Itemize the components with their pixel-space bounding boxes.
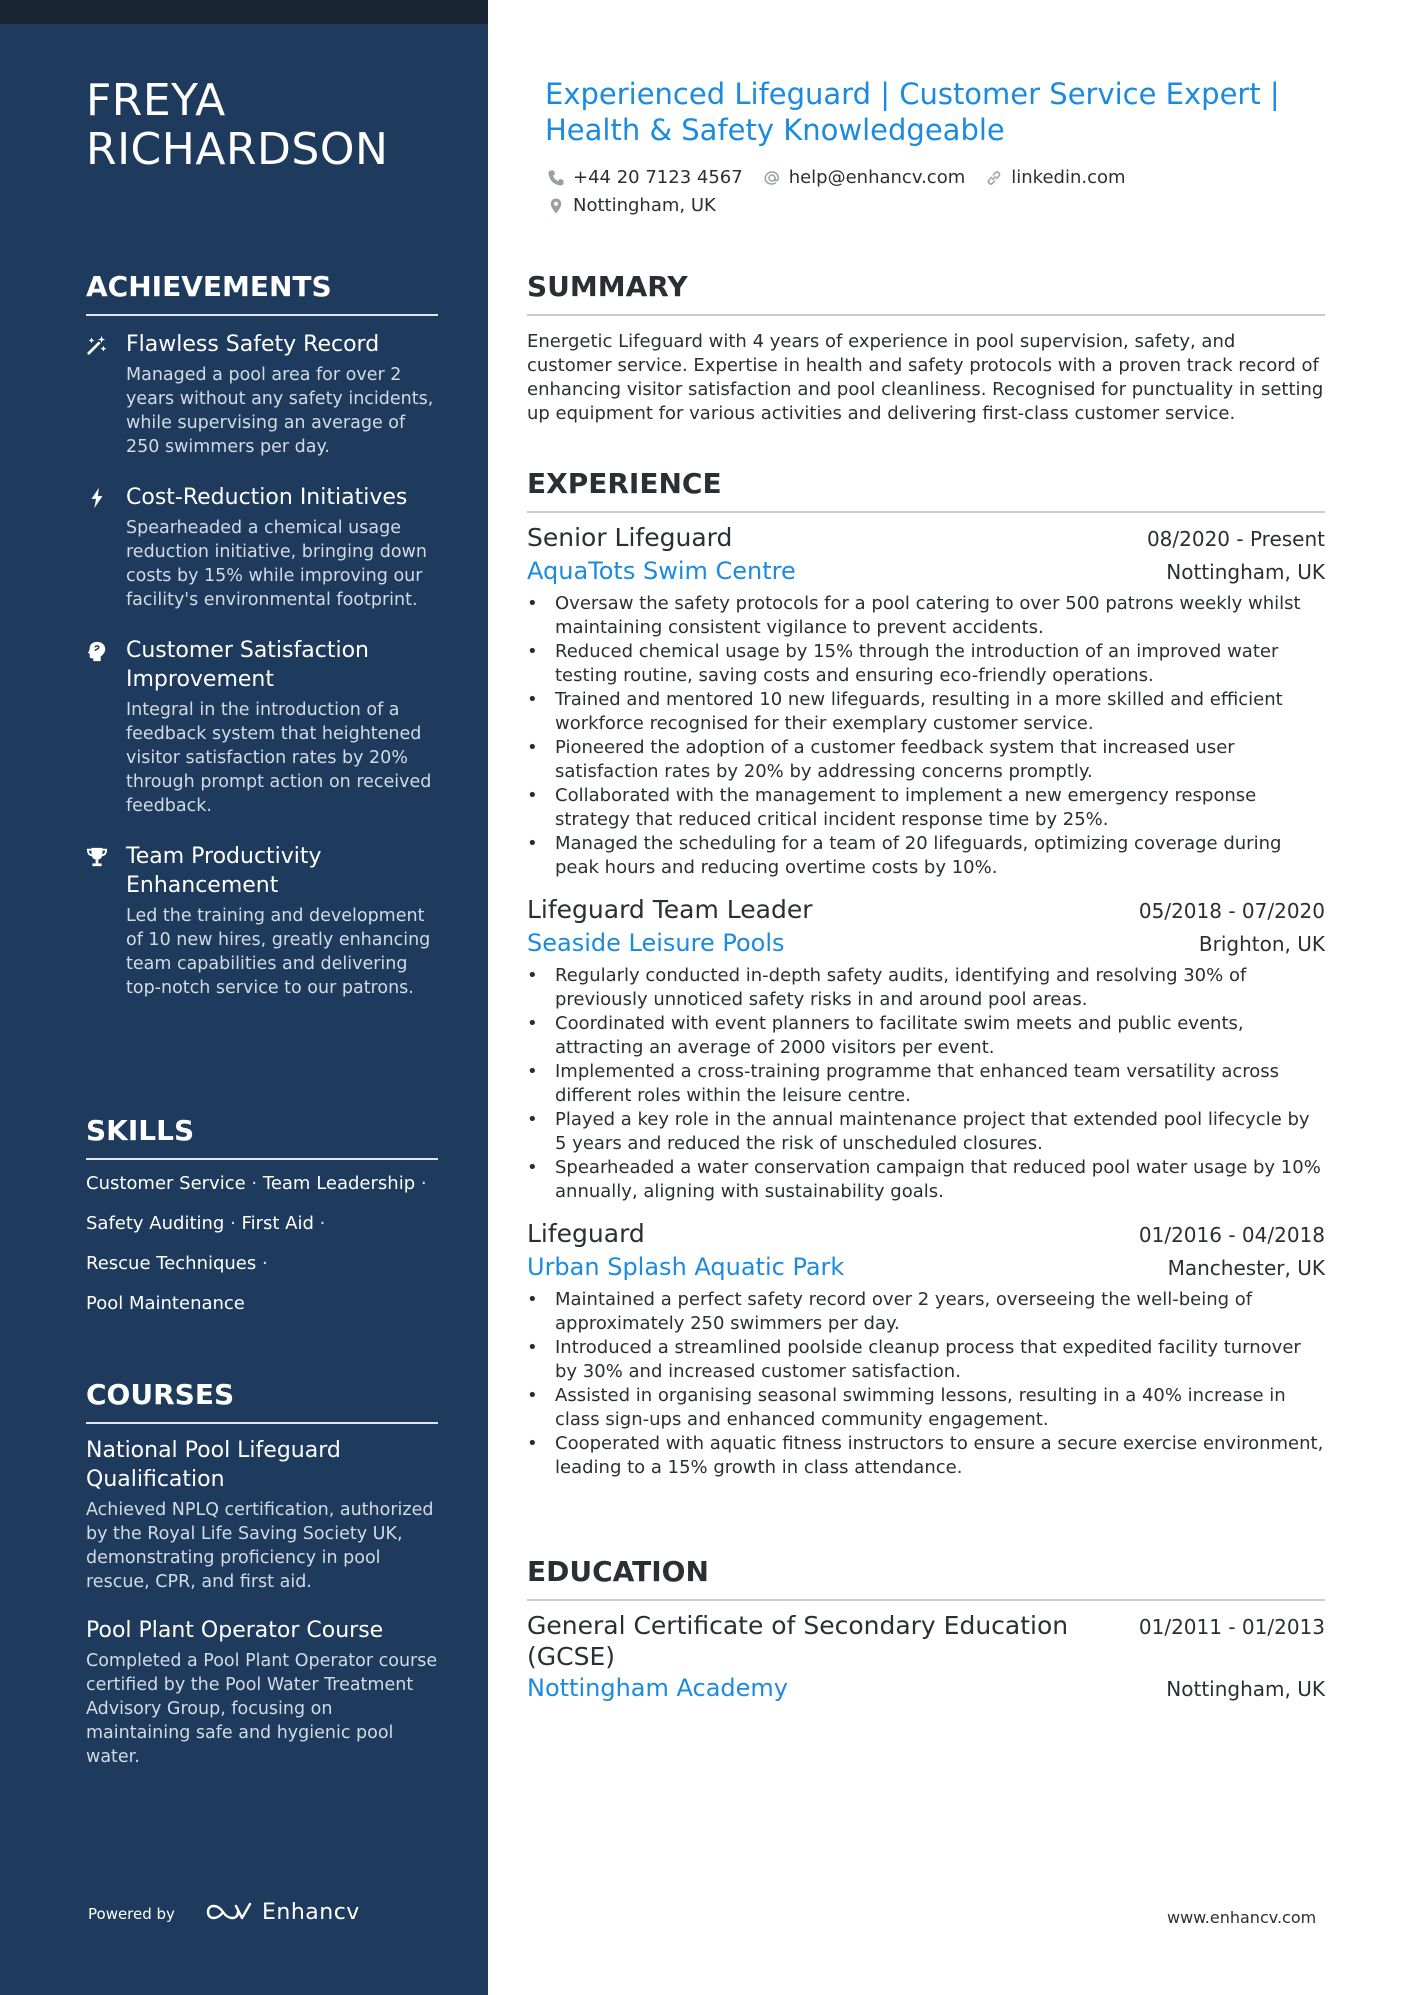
job-location: Manchester, UK bbox=[1167, 1256, 1325, 1280]
phone-icon bbox=[547, 169, 565, 187]
skill-tag: Safety Auditing bbox=[86, 1213, 225, 1234]
achievement-item bbox=[86, 483, 438, 612]
job-subheader bbox=[527, 1251, 1325, 1284]
achievement-description: Integral in the introduction of a feedback system that heightened visitor satisfaction rates by 20% through prompt action on received feedback. bbox=[126, 700, 432, 816]
achievement-title: Customer Satisfaction Improvement bbox=[126, 638, 369, 692]
experience-item bbox=[527, 1218, 1325, 1480]
job-header bbox=[527, 1218, 1325, 1251]
achievement-description: Led the training and development of 10 new hires, greatly enhancing team capabilities and delivering top-notch service to our patrons. bbox=[126, 906, 431, 998]
degree-title: General Certificate of Secondary Education (GCSE) bbox=[527, 1611, 1069, 1671]
job-header bbox=[527, 894, 1325, 927]
candidate-name: FREYA RICHARDSON bbox=[86, 75, 389, 175]
summary-heading: SUMMARY bbox=[527, 270, 1325, 316]
contact-linkedin[interactable] bbox=[985, 164, 1125, 192]
achievement-item bbox=[86, 842, 438, 1000]
course-item bbox=[86, 1436, 438, 1594]
achievements-heading: ACHIEVEMENTS bbox=[86, 270, 438, 316]
skills-row bbox=[86, 1252, 446, 1276]
achievements-list bbox=[86, 330, 438, 1024]
skill-tag: Customer Service bbox=[86, 1173, 246, 1194]
job-subheader bbox=[527, 927, 1325, 960]
skill-separator: · bbox=[251, 1173, 258, 1194]
achievement-title: Cost-Reduction Initiatives bbox=[126, 485, 408, 510]
company-name: Urban Splash Aquatic Park bbox=[527, 1253, 845, 1281]
courses-heading: COURSES bbox=[86, 1378, 438, 1424]
job-dates: 01/2016 - 04/2018 bbox=[1138, 1223, 1325, 1247]
bullet-item: • Pioneered the adoption of a customer feedback system that increased user satisfaction rates by 20% by addressing concerns promptly. bbox=[527, 736, 1325, 784]
bullet-item: • Played a key role in the annual maintenance project that extended pool lifecycle by 5 years and reduced the risk of unscheduled closures. bbox=[527, 1108, 1325, 1156]
bullet-item: • Trained and mentored 10 new lifeguards, resulting in a more skilled and efficient workforce recognised for their exemplary customer service. bbox=[527, 688, 1325, 736]
job-title: Senior Lifeguard bbox=[527, 523, 733, 552]
trophy-icon bbox=[86, 846, 108, 868]
location-pin-icon bbox=[547, 197, 565, 215]
achievement-title: Team Productivity Enhancement bbox=[126, 844, 322, 898]
skill-tag: First Aid bbox=[241, 1213, 314, 1234]
bullet-item: • Reduced chemical usage by 15% through the introduction of an improved water testing routine, saving costs and ensuring eco-friendly operations. bbox=[527, 640, 1325, 688]
at-icon bbox=[763, 169, 781, 187]
course-item bbox=[86, 1616, 438, 1769]
job-header bbox=[527, 522, 1325, 555]
website-link[interactable]: www.enhancv.com bbox=[1167, 1908, 1317, 1927]
job-bullets bbox=[527, 1288, 1325, 1480]
school-name: Nottingham Academy bbox=[527, 1674, 788, 1702]
job-subheader bbox=[527, 555, 1325, 588]
skill-tag: Team Leadership bbox=[262, 1173, 416, 1194]
education-header bbox=[527, 1610, 1325, 1672]
courses-list bbox=[86, 1436, 438, 1791]
phone-text: +44 20 7123 4567 bbox=[573, 167, 743, 188]
experience-list bbox=[527, 522, 1325, 1494]
job-location: Brighton, UK bbox=[1198, 932, 1325, 956]
skill-tag: Pool Maintenance bbox=[86, 1293, 245, 1314]
achievement-description: Spearheaded a chemical usage reduction initiative, bringing down costs by 15% while improving our facility's environmental footprint. bbox=[126, 518, 427, 610]
bullet-item: • Introduced a streamlined poolside cleanup process that expedited facility turnover by 30% and increased customer satisfaction. bbox=[527, 1336, 1325, 1384]
bullet-item: • Collaborated with the management to implement a new emergency response strategy that reduced critical incident response time by 25%. bbox=[527, 784, 1325, 832]
bullet-item: • Regularly conducted in-depth safety audits, identifying and resolving 30% of previously unnoticed safety risks in and around pool areas. bbox=[527, 964, 1325, 1012]
education-heading: EDUCATION bbox=[527, 1555, 1325, 1601]
brain-icon bbox=[86, 640, 108, 662]
contact-location bbox=[547, 192, 716, 220]
enhancv-logo[interactable] bbox=[206, 1895, 360, 1929]
company-name: AquaTots Swim Centre bbox=[527, 557, 796, 585]
bullet-item: • Managed the scheduling for a team of 20 lifeguards, optimizing coverage during peak hours and reducing overtime costs by 10%. bbox=[527, 832, 1325, 880]
job-bullets bbox=[527, 964, 1325, 1204]
powered-by-label: Powered by bbox=[88, 1905, 175, 1923]
skills-heading: SKILLS bbox=[86, 1114, 438, 1160]
enhancv-logo-icon bbox=[206, 1900, 252, 1924]
bullet-item: • Oversaw the safety protocols for a pool catering to over 500 patrons weekly whilst maintaining consistent vigilance to prevent accidents. bbox=[527, 592, 1325, 640]
job-dates: 05/2018 - 07/2020 bbox=[1138, 899, 1325, 923]
sidebar bbox=[0, 0, 488, 1995]
contact-row bbox=[547, 192, 1307, 220]
job-title: Lifeguard Team Leader bbox=[527, 895, 813, 924]
location-text: Nottingham, UK bbox=[573, 195, 716, 216]
skills-row bbox=[86, 1172, 446, 1196]
contact-row bbox=[547, 164, 1307, 192]
experience-item bbox=[527, 894, 1325, 1204]
achievement-description: Managed a pool area for over 2 years without any safety incidents, while supervising an average of 250 swimmers per day. bbox=[126, 365, 434, 457]
skill-separator: · bbox=[262, 1253, 268, 1274]
linkedin-text: linkedin.com bbox=[1011, 167, 1126, 188]
link-icon bbox=[985, 169, 1003, 187]
course-description: Achieved NPLQ certification, authorized by the Royal Life Saving Society UK, demonstrating proficiency in pool rescue, CPR, and first aid. bbox=[86, 1500, 434, 1592]
job-location: Nottingham, UK bbox=[1166, 560, 1325, 584]
sidebar-top-strip bbox=[0, 0, 488, 24]
email-text: help@enhancv.com bbox=[788, 167, 966, 188]
summary-text: Energetic Lifeguard with 4 years of experience in pool supervision, safety, and customer service. Expertise in health and safety protocols with a proven track record of enhancing visitor satisfaction and pool cleanliness. Recognised for punctuality in setting up equipment for various activities and delivering first-class customer service. bbox=[527, 331, 1324, 424]
skill-tag: Rescue Techniques bbox=[86, 1253, 257, 1274]
wand-icon bbox=[86, 334, 108, 356]
bullet-item: • Coordinated with event planners to facilitate swim meets and public events, attracting an average of 2000 visitors per event. bbox=[527, 1012, 1325, 1060]
skill-separator: · bbox=[420, 1173, 427, 1194]
experience-item bbox=[527, 522, 1325, 880]
contact-info bbox=[547, 164, 1307, 220]
enhancv-logo-text: Enhancv bbox=[262, 1899, 360, 1925]
experience-heading: EXPERIENCE bbox=[527, 467, 1325, 513]
main-content bbox=[527, 0, 1325, 1995]
education-location: Nottingham, UK bbox=[1166, 1677, 1325, 1701]
education-subheader bbox=[527, 1672, 1325, 1705]
course-title: National Pool Lifeguard Qualification bbox=[86, 1438, 341, 1492]
bullet-item: • Implemented a cross-training programme that enhanced team versatility across different roles within the leisure centre. bbox=[527, 1060, 1325, 1108]
bullet-item: • Spearheaded a water conservation campaign that reduced pool water usage by 10% annually, aligning with sustainability goals. bbox=[527, 1156, 1325, 1204]
achievement-item bbox=[86, 636, 438, 818]
company-name: Seaside Leisure Pools bbox=[527, 929, 785, 957]
job-dates: 08/2020 - Present bbox=[1146, 527, 1325, 551]
achievement-title: Flawless Safety Record bbox=[126, 332, 380, 357]
contact-email[interactable] bbox=[763, 164, 966, 192]
job-bullets bbox=[527, 592, 1325, 880]
skills-list bbox=[86, 1172, 446, 1332]
skills-row bbox=[86, 1292, 446, 1316]
contact-phone[interactable] bbox=[547, 164, 743, 192]
skill-separator: · bbox=[319, 1213, 326, 1234]
job-title: Lifeguard bbox=[527, 1219, 645, 1248]
skills-row bbox=[86, 1212, 446, 1236]
bullet-item: • Cooperated with aquatic fitness instructors to ensure a secure exercise environment, leading to a 15% growth in class attendance. bbox=[527, 1432, 1325, 1480]
lightning-icon bbox=[86, 487, 108, 509]
course-title: Pool Plant Operator Course bbox=[86, 1618, 384, 1643]
bullet-item: • Assisted in organising seasonal swimming lessons, resulting in a 40% increase in class sign-ups and enhanced community engagement. bbox=[527, 1384, 1325, 1432]
achievement-item bbox=[86, 330, 438, 459]
headline: Experienced Lifeguard | Customer Service Expert | Health & Safety Knowledgeable bbox=[545, 77, 1280, 147]
education-dates: 01/2011 - 01/2013 bbox=[1138, 1615, 1325, 1639]
education-item bbox=[527, 1610, 1325, 1705]
course-description: Completed a Pool Plant Operator course certified by the Pool Water Treatment Advisory Group, focusing on maintaining safe and hygienic pool water. bbox=[86, 1651, 438, 1767]
bullet-item: • Maintained a perfect safety record over 2 years, overseeing the well-being of approximately 250 swimmers per day. bbox=[527, 1288, 1325, 1336]
skill-separator: · bbox=[230, 1213, 236, 1234]
